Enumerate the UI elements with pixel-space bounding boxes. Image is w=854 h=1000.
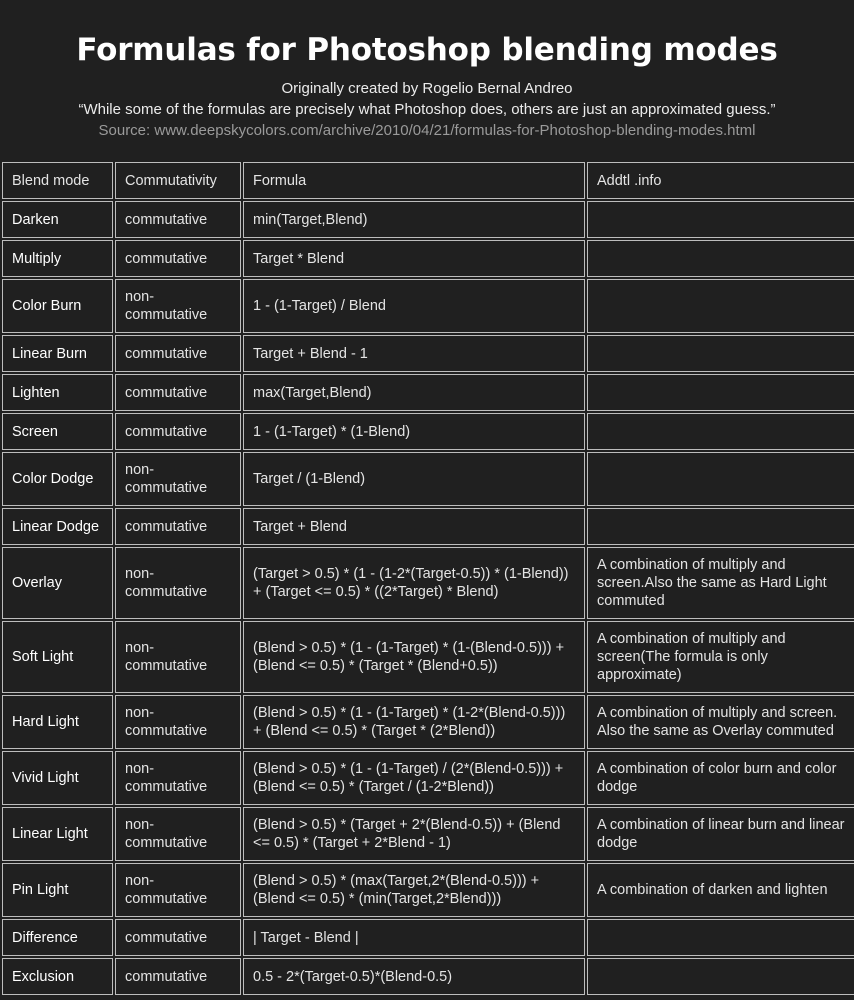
- info-cell: [587, 919, 854, 956]
- blend-mode-cell: Vivid Light: [2, 751, 113, 805]
- table-row: [2, 279, 854, 333]
- table-row: [2, 240, 854, 277]
- table-row: [2, 547, 854, 619]
- blend-mode-cell: Hard Light: [2, 695, 113, 749]
- commutativity-cell: non-commutative: [115, 621, 241, 693]
- formula-cell: 0.5 - 2*(Target-0.5)*(Blend-0.5): [243, 958, 585, 995]
- commutativity-cell: non-commutative: [115, 279, 241, 333]
- info-cell: A combination of linear burn and linear dodge: [587, 807, 854, 861]
- page-title: Formulas for Photoshop blending modes: [76, 32, 778, 68]
- info-cell: A combination of multiply and screen. Also the same as Overlay commuted: [587, 695, 854, 749]
- formula-cell: Target + Blend - 1: [243, 335, 585, 372]
- info-cell: A combination of color burn and color dodge: [587, 751, 854, 805]
- info-cell: [587, 452, 854, 506]
- formula-cell: 1 - (1-Target) / Blend: [243, 279, 585, 333]
- blend-mode-cell: Overlay: [2, 547, 113, 619]
- info-cell: [587, 374, 854, 411]
- blend-mode-cell: Screen: [2, 413, 113, 450]
- formula-cell: (Target > 0.5) * (1 - (1-2*(Target-0.5)) * (1-Blend)) + (Target <= 0.5) * ((2*Target) * Blend): [243, 547, 585, 619]
- commutativity-cell: non-commutative: [115, 452, 241, 506]
- table-row: [2, 958, 854, 995]
- info-cell: [587, 413, 854, 450]
- table-row: [2, 452, 854, 506]
- info-cell: [587, 958, 854, 995]
- source-line: Source: www.deepskycolors.com/archive/2010/04/21/formulas-for-Photoshop-blending-modes.html: [98, 122, 756, 139]
- table-row: [2, 695, 854, 749]
- blend-mode-cell: Darken: [2, 201, 113, 238]
- blend-modes-table: [0, 160, 854, 997]
- commutativity-cell: non-commutative: [115, 547, 241, 619]
- header-blend-mode: Blend mode: [2, 162, 113, 199]
- formula-cell: Target + Blend: [243, 508, 585, 545]
- formula-cell: | Target - Blend |: [243, 919, 585, 956]
- formula-cell: (Blend > 0.5) * (1 - (1-Target) * (1-(Blend-0.5))) + (Blend <= 0.5) * (Target * (Blend+0.5)): [243, 621, 585, 693]
- info-cell: A combination of darken and lighten: [587, 863, 854, 917]
- quote-line: “While some of the formulas are precisely what Photoshop does, others are just an approximated guess.”: [78, 101, 776, 118]
- commutativity-cell: non-commutative: [115, 807, 241, 861]
- header-formula: Formula: [243, 162, 585, 199]
- page-header: [0, 0, 854, 141]
- info-cell: A combination of multiply and screen(The formula is only approximate): [587, 621, 854, 693]
- blend-mode-cell: Linear Burn: [2, 335, 113, 372]
- info-cell: [587, 201, 854, 238]
- formula-cell: (Blend > 0.5) * (Target + 2*(Blend-0.5)) + (Blend <= 0.5) * (Target + 2*Blend - 1): [243, 807, 585, 861]
- table-row: [2, 335, 854, 372]
- table-header-row: [2, 162, 854, 199]
- info-cell: [587, 279, 854, 333]
- formula-cell: min(Target,Blend): [243, 201, 585, 238]
- formula-cell: (Blend > 0.5) * (1 - (1-Target) / (2*(Blend-0.5))) + (Blend <= 0.5) * (Target / (1-2*Blend)): [243, 751, 585, 805]
- table-row: [2, 621, 854, 693]
- table-row: [2, 374, 854, 411]
- blend-mode-cell: Color Burn: [2, 279, 113, 333]
- commutativity-cell: commutative: [115, 201, 241, 238]
- commutativity-cell: commutative: [115, 919, 241, 956]
- table-row: [2, 807, 854, 861]
- commutativity-cell: commutative: [115, 240, 241, 277]
- commutativity-cell: commutative: [115, 508, 241, 545]
- blend-mode-cell: Color Dodge: [2, 452, 113, 506]
- commutativity-cell: non-commutative: [115, 751, 241, 805]
- formula-cell: (Blend > 0.5) * (1 - (1-Target) * (1-2*(Blend-0.5))) + (Blend <= 0.5) * (Target * (2*Blend)): [243, 695, 585, 749]
- table-row: [2, 919, 854, 956]
- commutativity-cell: commutative: [115, 335, 241, 372]
- commutativity-cell: commutative: [115, 958, 241, 995]
- formula-cell: max(Target,Blend): [243, 374, 585, 411]
- formula-cell: (Blend > 0.5) * (max(Target,2*(Blend-0.5))) + (Blend <= 0.5) * (min(Target,2*Blend))): [243, 863, 585, 917]
- header-addtl-info: Addtl .info: [587, 162, 854, 199]
- blend-mode-cell: Exclusion: [2, 958, 113, 995]
- commutativity-cell: commutative: [115, 374, 241, 411]
- formula-cell: 1 - (1-Target) * (1-Blend): [243, 413, 585, 450]
- blend-mode-cell: Soft Light: [2, 621, 113, 693]
- commutativity-cell: non-commutative: [115, 695, 241, 749]
- table-row: [2, 413, 854, 450]
- table-row: [2, 201, 854, 238]
- credit-line: Originally created by Rogelio Bernal Andreo: [281, 80, 573, 97]
- info-cell: [587, 240, 854, 277]
- blend-mode-cell: Linear Light: [2, 807, 113, 861]
- formula-cell: Target * Blend: [243, 240, 585, 277]
- formula-cell: Target / (1-Blend): [243, 452, 585, 506]
- commutativity-cell: commutative: [115, 413, 241, 450]
- info-cell: [587, 335, 854, 372]
- table-row: [2, 751, 854, 805]
- info-cell: A combination of multiply and screen.Also the same as Hard Light commuted: [587, 547, 854, 619]
- commutativity-cell: non-commutative: [115, 863, 241, 917]
- blend-mode-cell: Difference: [2, 919, 113, 956]
- info-cell: [587, 508, 854, 545]
- blend-mode-cell: Lighten: [2, 374, 113, 411]
- header-commutativity: Commutativity: [115, 162, 241, 199]
- table-row: [2, 863, 854, 917]
- blend-mode-cell: Multiply: [2, 240, 113, 277]
- blend-mode-cell: Pin Light: [2, 863, 113, 917]
- table-row: [2, 508, 854, 545]
- blend-mode-cell: Linear Dodge: [2, 508, 113, 545]
